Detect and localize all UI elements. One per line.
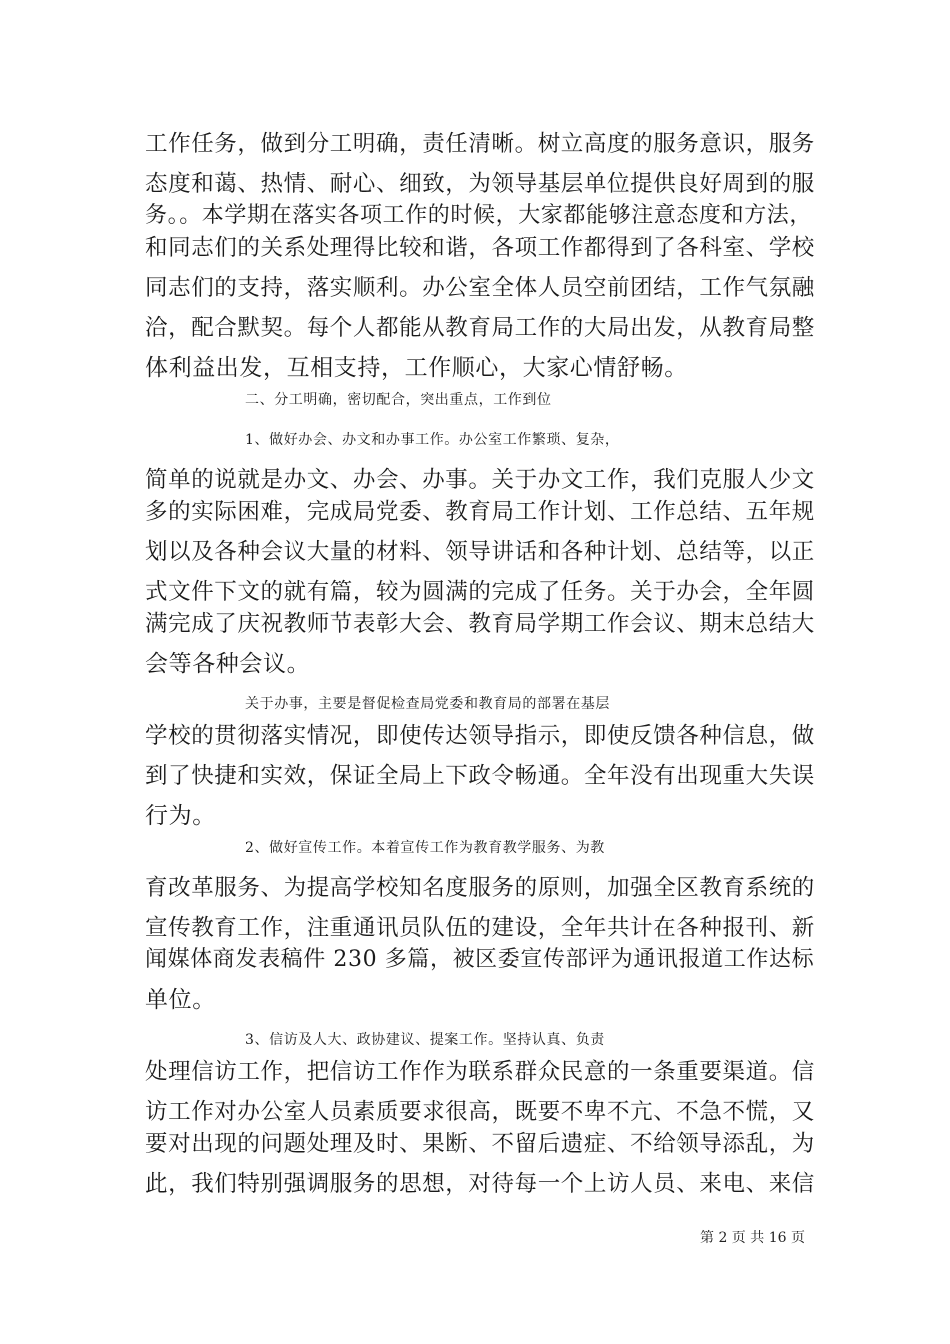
body-line: 工作任务，做到分工明确，责任清晰。树立高度的服务意识，服务: [145, 131, 815, 157]
body-line: 行为。: [145, 803, 216, 829]
paragraph-first-line: 2、做好宣传工作。本着宣传工作为教育教学服务、为教: [245, 840, 605, 856]
paragraph-first-line: 1、做好办会、办文和办事工作。办公室工作繁琐、复杂，: [245, 432, 620, 448]
body-line: 到了快捷和实效，保证全局上下政令畅通。全年没有出现重大失误: [145, 763, 815, 789]
body-line: 处理信访工作，把信访工作作为联系群众民意的一条重要渠道。信: [145, 1059, 815, 1085]
body-line: 态度和蔼、热情、耐心、细致，为领导基层单位提供良好周到的服: [145, 171, 815, 197]
body-line: 要对出现的问题处理及时、果断、不留后遗症、不给领导添乱，为: [145, 1131, 815, 1157]
body-line: 务。。本学期在落实各项工作的时候，大家都能够注意态度和方法，: [145, 203, 813, 228]
body-line: 体利益出发，互相支持，工作顺心，大家心情舒畅。: [145, 355, 688, 381]
body-line: 划以及各种会议大量的材料、领导讲话和各种计划、总结等，以正: [145, 539, 815, 565]
page-number-footer: 第 2 页 共 16 页: [700, 1230, 805, 1246]
body-line: 洽，配合默契。每个人都能从教育局工作的大局出发，从教育局整: [145, 315, 815, 341]
body-line: 育改革服务、为提高学校知名度服务的原则，加强全区教育系统的: [145, 875, 815, 901]
body-line: 闻媒体商发表稿件 230 多篇，被区委宣传部评为通讯报道工作达标: [145, 947, 815, 972]
body-line: 单位。: [145, 987, 216, 1013]
body-line: 和同志们的关系处理得比较和谐，各项工作都得到了各科室、学校: [145, 235, 815, 261]
paragraph-first-line: 关于办事，主要是督促检查局党委和教育局的部署在基层: [245, 696, 610, 712]
body-line: 会等各种会议。: [145, 651, 311, 677]
paragraph-first-line: 3、信访及人大、政协建议、提案工作。坚持认真、负责: [245, 1032, 605, 1048]
body-line: 此，我们特别强调服务的思想，对待每一个上访人员、来电、来信: [145, 1171, 815, 1197]
body-line: 多的实际困难，完成局党委、教育局工作计划、工作总结、五年规: [145, 499, 815, 525]
body-line: 同志们的支持，落实顺利。办公室全体人员空前团结，工作气氛融: [145, 275, 815, 301]
body-line: 满完成了庆祝教师节表彰大会、教育局学期工作会议、期末总结大: [145, 611, 815, 637]
body-line: 访工作对办公室人员素质要求很高，既要不卑不亢、不急不慌，又: [145, 1099, 815, 1125]
section-heading: 二、分工明确，密切配合，突出重点，工作到位: [245, 392, 552, 408]
body-line: 学校的贯彻落实情况，即使传达领导指示，即使反馈各种信息，做: [145, 723, 815, 749]
body-line: 宣传教育工作，注重通讯员队伍的建设，全年共计在各种报刊、新: [145, 915, 815, 941]
body-line: 简单的说就是办文、办会、办事。关于办文工作，我们克服人少文: [145, 467, 815, 493]
body-line: 式文件下文的就有篇，较为圆满的完成了任务。关于办会，全年圆: [145, 579, 815, 605]
